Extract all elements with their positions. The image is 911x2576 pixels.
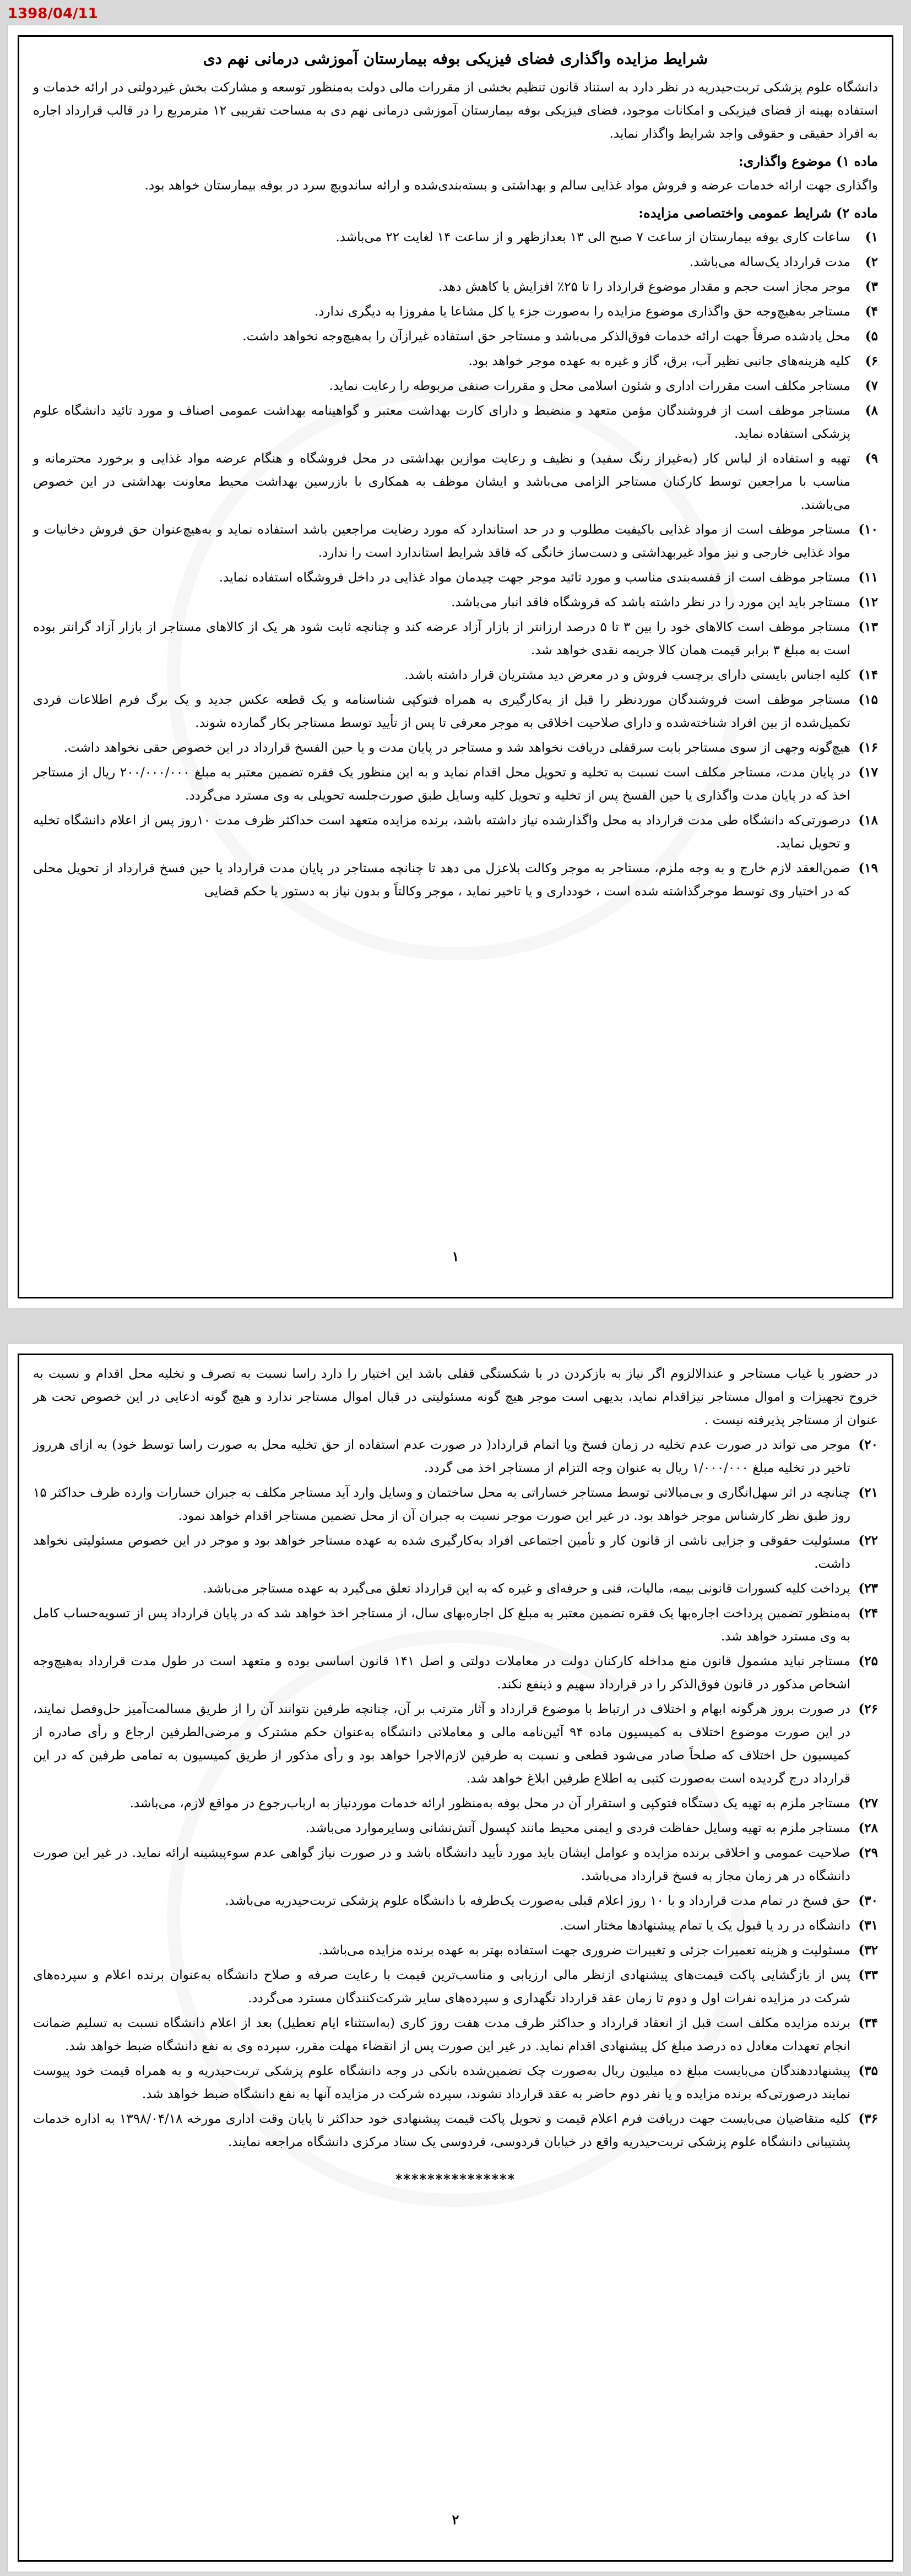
- section-1-title: ماده ۱) موضوع واگذاری:: [738, 153, 878, 169]
- item-number: ۶): [865, 354, 878, 368]
- item-number: ۵): [865, 329, 878, 344]
- condition-item: [33, 1481, 878, 1528]
- item-number: ۲۴): [858, 1606, 878, 1621]
- item-text: مستاجر نباید مشمول قانون منع مداخله کارکنان دولت در معاملات دولتی و اصل ۱۴۱ قانون اساسی بوده و متعهد است در طول مدت قرارداد به‌هیچ‌وجه اشخاص مذکور در قانون فوق‌الذکر را در قرارداد سهیم و ذینفع نکند.: [33, 1654, 850, 1692]
- condition-item: [33, 399, 878, 445]
- condition-item: [33, 1792, 878, 1815]
- item-number: ۳۴): [858, 2015, 878, 2030]
- condition-item: [33, 1889, 878, 1912]
- item-number: ۲۰): [858, 1437, 878, 1452]
- item-text: برنده مزایده مکلف است قبل از انعقاد قرارداد و حداکثر ظرف مدت هفت روز کاری (به‌استثناء ایام تعطیل) بعد از اعلام دانشگاه نسبت به تسلیم ضمانت انجام تعهدات معادل ده درصد مبلغ کل پیشنهادی اقدام نماید. در غیر این صورت پس از انقضاء مهلت مقرر، سپرده وی به نفع دانشگاه ضبط خواهد شد.: [33, 2016, 850, 2053]
- condition-item: [33, 2059, 878, 2106]
- item-number: ۹): [865, 451, 878, 466]
- condition-item: [33, 736, 878, 759]
- page-number: ۱: [452, 1248, 459, 1264]
- item-number: ۲۷): [858, 1796, 878, 1811]
- item-text: محل یادشده صرفاً جهت ارائه خدمات فوق‌الذکر می‌باشد و مستاجر حق استفاده غیرازآن را به‌هیچ‌وجه نخواهد داشت.: [242, 329, 850, 344]
- section-2-title: ماده ۲) شرایط عمومی واختصاصی مزایده:: [638, 205, 878, 221]
- condition-item: [33, 2012, 878, 2058]
- item-number: ۲۶): [858, 1702, 878, 1716]
- condition-item: [33, 688, 878, 735]
- page-number: ۲: [452, 2512, 459, 2528]
- item-number: ۲۲): [858, 1533, 878, 1548]
- condition-item: [33, 1964, 878, 2010]
- item-number: ۳۶): [858, 2111, 878, 2126]
- item-text: پیشنهاددهندگان می‌بایست مبلغ ده میلیون ریال به‌صورت چک تضمین‌شده بانکی در وجه دانشگاه علوم پزشکی تربت‌حیدریه و به همراه قیمت خود پیوست نمایند درصورتی‌که برنده مزایده و یا نفر دوم حاضر به عقد قرارداد نشوند، سپرده شرکت در مزایده آنها به نفع دانشگاه ضبط خواهد شد.: [33, 2064, 850, 2101]
- item-text: مستاجر باید این مورد را در نظر داشته باشد که فروشگاه فاقد انبار می‌باشد.: [451, 595, 850, 610]
- item-text: موجر می تواند در صورت عدم تخلیه در زمان فسخ ویا اتمام قرارداد( در صورت عدم استفاده از حق تخلیه محل به صورت راسا توسط خود) به ازای هرروز تاخیر در تخلیه مبلغ ۱/۰۰۰/۰۰۰ ریال به عنوان وجه التزام از مستاجر اخذ می گردد.: [33, 1438, 850, 1475]
- item-number: ۱۹): [858, 861, 878, 876]
- condition-item: [33, 566, 878, 589]
- condition-item: [33, 226, 878, 249]
- item-number: ۲۱): [858, 1485, 878, 1500]
- item-text: حق فسخ در تمام مدت قرارداد و با ۱۰ روز اعلام قبلی به‌صورت یک‌طرفه با دانشگاه علوم پزشکی تربت‌حیدریه می‌باشد.: [225, 1894, 850, 1908]
- item-number: ۱۷): [858, 765, 878, 780]
- conditions-list: [33, 1433, 878, 2154]
- condition-item: [33, 300, 878, 323]
- condition-item: [33, 374, 878, 398]
- item-text: موجر مجاز است حجم و مقدار موضوع قرارداد را تا ۲۵٪ افزایش یا کاهش دهد.: [438, 280, 850, 294]
- condition-item: [33, 447, 878, 517]
- item-number: ۲): [865, 254, 878, 269]
- item-number: ۱۱): [858, 570, 878, 585]
- item-number: ۸): [865, 403, 878, 418]
- item-text: مسئولیت حقوقی و جزایی ناشی از قانون کار و تأمین اجتماعی افراد به‌کارگیری شده به عهده مستاجر خواهد بود و موجر در این خصوص مسئولیتی نخواهد داشت.: [33, 1534, 850, 1571]
- item-text: در پایان مدت، مستاجر مکلف است نسبت به تخلیه و تحویل محل اقدام نماید و به این منظور یک فقره تضمین معتبر به مبلغ ۲۰۰/۰۰۰/۰۰۰ ریال از مستاجر اخذ که در پایان مدت واگذاری یا حین الفسخ پس از تخلیه و تحویل کلیه وسایل طبق صورت‌جلسه تحویلی به وی مسترد می‌گردد.: [33, 765, 850, 803]
- item-text: کلیه متقاضیان می‌بایست جهت دریافت فرم اعلام قیمت و تحویل پاکت قیمت پیشنهادی خود حداکثر تا پایان وقت اداری مورخه ۱۳۹۸/۰۴/۱۸ به اداره خدمات پشتیبانی دانشگاه علوم پزشکی تربت‌حیدریه واقع در خیابان فردوسی، فردوسی یک ستاد مرکزی دانشگاه مراجعه نمایند.: [33, 2112, 850, 2149]
- item-text: چنانچه در اثر سهل‌انگاری و بی‌مبالاتی توسط مستاجر خساراتی به محل ساختمان و وسایل وارد آید مستاجر مکلف به جبران خسارات وارده ظرف حداکثر ۱۵ روز طبق نظر کارشناس موجر خواهد بود. در غیر این صورت موجر نسبت به جبران آن از محل تضمین مستاجر اقدام خواهد نمود.: [33, 1486, 850, 1523]
- item-text: مستاجر موظف است از فروشندگان مؤمن متعهد و منضبط و دارای کارت بهداشت معتبر و گواهینامه بهداشت عمومی اصناف و مورد تائید دانشگاه علوم پزشکی استفاده نماید.: [33, 404, 850, 441]
- item-text: مستاجر مکلف است مقررات اداری و شئون اسلامی محل و مقررات صنفی مربوطه را رعایت نماید.: [329, 379, 850, 393]
- condition-item: [33, 591, 878, 614]
- item-number: ۱۲): [858, 595, 878, 610]
- item-number: ۱۶): [858, 740, 878, 755]
- item-number: ۱۰): [858, 522, 878, 537]
- document-title: شرایط مزایده واگذاری فضای فیزیکی بوفه بیمارستان آموزشی درمانی نهم دی: [203, 50, 708, 68]
- intro-paragraph: دانشگاه علوم پزشکی تربت‌حیدریه در نظر دارد به استناد قانون تنظیم بخشی از مقررات مالی دولت به‌منظور توسعه و مشارکت بخش غیردولتی در ارائه خدمات و استفاده بهینه از فضای فیزیکی و امکانات موجود، فضای فیزیکی بوفه بیمارستان آموزشی درمانی نهم دی به مساحت تقریبی ۱۲ مترمربع را در قالب قرارداد اجاره به افراد حقیقی و حقوقی واجد شرایط واگذار نماید.: [33, 80, 878, 141]
- item-text: مستاجر به‌هیچ‌وجه حق واگذاری موضوع مزایده را به‌صورت جزء یا کل مشاعا یا مفروزا به دیگری ندارد.: [314, 305, 850, 319]
- item-text: هیچ‌گونه وجهی از سوی مستاجر بابت سرقفلی دریافت نخواهد شد و مستاجر در پایان مدت و یا حین الفسخ قرارداد در این خصوص حقی نخواهد داشت.: [63, 741, 850, 755]
- condition-item: [33, 1529, 878, 1575]
- item-text: درصورتی‌که دانشگاه طی مدت قرارداد به محل واگذارشده نیاز داشته باشد، برنده مزایده متعهد است حداکثر ظرف مدت ۱۰روز پس از اعلام دانشگاه تخلیه و تحویل نماید.: [33, 813, 850, 851]
- item-text: مستاجر موظف است از مواد غذایی باکیفیت مطلوب و در حد استاندارد که مورد رضایت مراجعین باشد استفاده نماید و به‌هیچ‌عنوان حق فروش دخانیات و مواد غذایی خارجی و نیز مواد غیربهداشتی و دست‌ساز خانگی که فاقد شرایط استاندارد است را ندارد.: [33, 523, 850, 560]
- item-text: ساعات کاری بوفه بیمارستان از ساعت ۷ صبح الی ۱۳ بعدازظهر و از ساعت ۱۴ لغایت ۲۲ می‌باشد.: [335, 230, 850, 244]
- item-text: کلیه هزینه‌های جانبی نظیر آب، برق، گاز و غیره به عهده موجر خواهد بود.: [468, 354, 850, 368]
- conditions-list: [33, 226, 878, 903]
- item-number: ۳۱): [858, 1918, 878, 1933]
- end-separator: ***************: [395, 2171, 516, 2187]
- date-stamp: 1398/04/11: [8, 6, 98, 22]
- condition-item: [33, 1433, 878, 1480]
- condition-item: [33, 1698, 878, 1790]
- page-2-content: [33, 1362, 878, 2553]
- condition-item: [33, 1817, 878, 1840]
- item-number: ۲۵): [858, 1654, 878, 1669]
- condition-item: [33, 350, 878, 373]
- item-number: ۳۰): [858, 1893, 878, 1908]
- condition-item: [33, 1602, 878, 1648]
- item-text: مسئولیت و هزینه تعمیرات جزئی و تغییرات ضروری جهت استفاده بهتر به عهده برنده مزایده می‌باشد.: [318, 1943, 850, 1958]
- item-number: ۳۵): [858, 2063, 878, 2078]
- item-text: مستاجر موظف است کالاهای خود را بین ۳ تا ۵ درصد ارزانتر از بازار آزاد عرضه کند و چنانچه ثابت شود هر یک از کالاهای مستاجر از بازار آزاد گرانتر بوده است به مبلغ ۳ برابر قیمت همان کالا جریمه نقدی خواهد شد.: [33, 620, 850, 657]
- condition-item: [33, 1577, 878, 1600]
- document-page-2: [8, 1344, 903, 2572]
- item-text: پس از بازگشایی پاکت قیمت‌های پیشنهادی ازنظر مالی ارزیابی و مناسب‌ترین قیمت با رعایت صرفه و صلاح دانشگاه به‌عنوان برنده اعلام و سپرده‌های شرکت در مزایده نفرات اول و دوم تا زمان عقد قرارداد نگهداری و سپرده‌های سایر شرکت‌کنندگان مسترد می‌گردد.: [33, 1968, 850, 2006]
- condition-item: [33, 761, 878, 807]
- item-text: پرداخت کلیه کسورات قانونی بیمه، مالیات، فنی و حرفه‌ای و غیره که به این قرارداد تعلق می‌گیرد به عهده مستاجر می‌باشد.: [203, 1582, 850, 1596]
- condition-item: [33, 1914, 878, 1937]
- condition-item: [33, 1650, 878, 1696]
- item-number: ۲۹): [858, 1845, 878, 1860]
- item-number: ۴): [865, 304, 878, 319]
- condition-item: [33, 616, 878, 662]
- item-number: ۱۸): [858, 813, 878, 828]
- item-text: تهیه و استفاده از لباس کار (به‌غیراز رنگ سفید) و نظیف و رعایت موازین بهداشتی در محل فروشگاه و هنگام عرضه مواد غذایی و برخورد محترمانه و مناسب با مراجعین توسط کارکنان مستاجر الزامی می‌باشد و ایشان موظف به همکاری با بازرسین بهداشت محیط معاونت بهداشتی در این خصوص می‌باشند.: [33, 452, 850, 512]
- item-text: مستاجر موظف است از قفسه‌بندی مناسب و مورد تائید موجر جهت چیدمان مواد غذایی در داخل فروشگاه استفاده نماید.: [219, 570, 850, 585]
- item-text: مستاجر ملزم به تهیه وسایل حفاظت فردی و ایمنی محیط مانند کپسول آتش‌نشانی وسایرموارد می‌باشد.: [305, 1821, 850, 1835]
- item-number: ۲۳): [858, 1581, 878, 1596]
- item-text: به‌منظور تضمین پرداخت اجاره‌بها یک فقره تضمین معتبر به مبلغ کل اجاره‌بهای سال، از مستاجر اخذ خواهد شد که در پایان قرارداد پس از تسویه‌حساب کامل به وی مسترد خواهد شد.: [33, 1606, 850, 1644]
- item-number: ۱۳): [858, 619, 878, 634]
- item-text: دانشگاه در رد یا قبول یک یا تمام پیشنهادها مختار است.: [560, 1919, 850, 1933]
- item-number: ۳۲): [858, 1943, 878, 1958]
- condition-item: [33, 275, 878, 298]
- item-text: کلیه اجناس بایستی دارای برچسب فروش و در معرض دید مشتریان قرار داشته باشد.: [404, 668, 850, 682]
- item-text: صلاحیت عمومی و اخلاقی برنده مزایده و عوامل ایشان باید مورد تأیید دانشگاه باشد و در صورت نیاز گواهی عدم سوءپیشینه ارائه نماید. در غیر این صورت دانشگاه در هر زمان مجاز به فسخ قرارداد می‌باشد.: [33, 1846, 850, 1883]
- continuation-paragraph: در حضور یا غیاب مستاجر و عندالالزوم اگر نیاز به بازکردن در با شکستگی قفلی باشد این اختیار را دارد راسا نسبت به تصرف و تخلیه محل اقدام و نسبت به خروج تجهیزات و اموال مستاجر نیزاقدام نماید، بدیهی است موجر هیچ گونه مسئولیتی در قبال اموال مستاجر ندارد و هیچ گونه ادعایی در این خصوص تحت هر عنوان از مستاجر پذیرفته نیست .: [33, 1367, 878, 1427]
- condition-item: [33, 1939, 878, 1962]
- condition-item: [33, 325, 878, 348]
- condition-item: [33, 1841, 878, 1888]
- item-number: ۱): [865, 230, 878, 244]
- condition-item: [33, 857, 878, 903]
- condition-item: [33, 809, 878, 855]
- condition-item: [33, 2107, 878, 2154]
- item-number: ۱۴): [858, 667, 878, 682]
- document-page-1: [8, 25, 903, 1308]
- item-number: ۱۵): [858, 692, 878, 707]
- item-text: مدت قرارداد یک‌ساله می‌باشد.: [689, 255, 850, 269]
- item-text: مستاجر ملزم به تهیه یک دستگاه فتوکپی و استقرار آن در محل بوفه به‌منظور ارائه خدمات موردنیاز به ارباب‌رجوع در مواقع لازم، می‌باشد.: [129, 1796, 850, 1811]
- item-number: ۷): [865, 378, 878, 393]
- page-1-content: [33, 44, 878, 1290]
- item-text: در صورت بروز هرگونه ابهام و اختلاف در ارتباط با موضوع قرارداد و آثار مترتب بر آن، چنانچه طرفین نتوانند آن را از طریق مسالمت‌آمیز حل‌وفصل نمایند، در این صورت موضوع اختلاف به کمیسیون ماده ۹۴ آئین‌نامه مالی و معاملاتی دانشگاه به‌عنوان حکم مشترک و مرضی‌الطرفین ارجاع و رأی صادره از کمیسیون حل اختلاف که صلحاً صادر می‌شود قطعی و نسبت به طرفین لازم‌الاجرا خواهد بود و رأی مذکور از طریق کمیسیون به تمامی طرفین که در این قرارداد درج گردیده است به‌صورت کتبی به اطلاع طرفین ابلاغ خواهد شد.: [33, 1702, 850, 1786]
- item-text: مستاجر موظف است فروشندگان موردنظر را قبل از به‌کارگیری به همراه فتوکپی شناسنامه و یک قطعه عکس جدید و یک برگ فرم اطلاعات فردی تکمیل‌شده از بین افراد شناخته‌شده و دارای صلاحیت اخلاقی به موجر معرفی تا پس از تأیید توسط مستاجر بکار گمارده شوند.: [33, 693, 850, 730]
- condition-item: [33, 664, 878, 687]
- item-text: ضمن‌العقد لازم خارج و به وجه ملزم، مستاجر به موجر وکالت بلاعزل می دهد تا چنانچه مستاجر در پایان مدت قرارداد یا حین فسخ قرارداد از تحویل محلی که در اختیار وی توسط موجرگذاشته شده است ، خودداری و یا تاخیر نماید ، موجر وکالتاً و بدون نیاز به دستور یا حکم قضایی: [33, 861, 850, 899]
- condition-item: [33, 251, 878, 274]
- condition-item: [33, 518, 878, 564]
- item-number: ۳۳): [858, 1968, 878, 1982]
- item-number: ۳): [865, 279, 878, 294]
- item-number: ۲۸): [858, 1820, 878, 1835]
- section-1-text: واگذاری جهت ارائه خدمات عرضه و فروش مواد غذایی سالم و بهداشتی و بسته‌بندی‌شده و ارائه ساندویچ سرد در بوفه بیمارستان خواهد بود.: [144, 178, 878, 193]
